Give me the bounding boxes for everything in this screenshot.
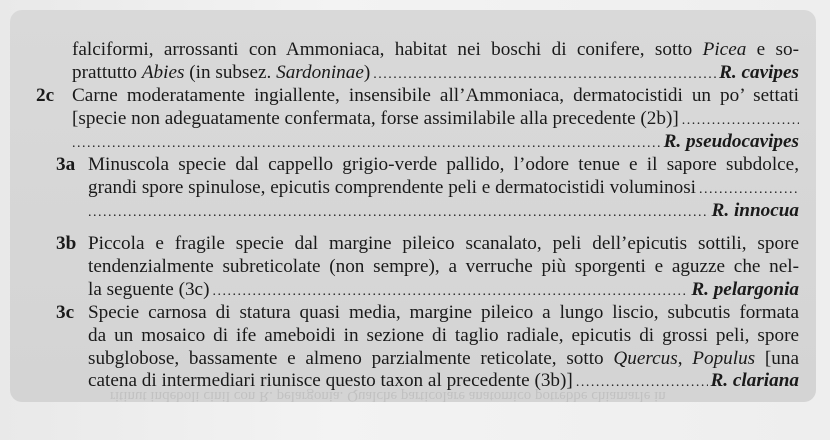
key-code: 3c [56, 302, 75, 323]
species-name: R. cavipes [719, 61, 799, 83]
dot-leader [373, 64, 716, 87]
key-line [88, 325, 799, 348]
key-entry-continuation [72, 39, 799, 85]
key-entry-2c [72, 85, 799, 153]
dot-leader [72, 133, 661, 156]
key-line [88, 154, 799, 177]
dot-leader [699, 179, 799, 202]
line-text: da un mosaico di ife ameboidi in sezione di taglio radiale, epicutis di grossi peli, spore [88, 324, 799, 346]
line-text: falciformi, arrossanti con Ammoniaca, habitat nei boschi di conifere, sotto Picea e so- [72, 39, 800, 60]
line-text: grandi spore spinulose, epicutis comprendente peli e dermatocistidi voluminosi [88, 176, 697, 198]
key-line [72, 62, 799, 85]
line-text: la seguente (3c) [88, 278, 210, 300]
key-line [72, 108, 799, 131]
key-line [72, 131, 799, 154]
species-name: R. pseudocavipes [663, 130, 799, 152]
key-line [88, 348, 799, 371]
key-line [88, 233, 799, 256]
dot-leader [212, 281, 688, 304]
species-name: R. clariana [710, 370, 799, 392]
key-line [72, 39, 799, 62]
key-line [88, 279, 799, 302]
line-text: [specie non adeguatamente confermata, forse assimilabile alla precedente (2b)] [72, 107, 679, 129]
line-text: tendenzialmente subreticolate (non sempre), a verruche più sporgenti e aguzze che nel- [88, 255, 799, 277]
key-line [88, 177, 799, 200]
key-code: 2c [36, 85, 55, 106]
key-entry-3c [88, 302, 799, 393]
dot-leader [88, 202, 709, 225]
key-code: 3b [56, 233, 77, 254]
line-text: Minuscola specie dal cappello grigio-verde pallido, l’odore tenue e il sapore subdolce, [88, 154, 799, 175]
key-entry-3a [88, 154, 799, 222]
line-text: subglobose, bassamente e almeno parzialmente reticolate, sotto Quercus, Populus [una [88, 347, 799, 369]
key-line [88, 256, 799, 279]
key-line [88, 370, 799, 393]
line-text: Carne moderatamente ingiallente, insensibile all’Ammoniaca, dermatocistidi un po’ settati [72, 85, 799, 106]
line-text: catena di intermediari riunisce questo taxon al precedente (3b)] [88, 370, 573, 392]
species-name: R. innocua [711, 199, 799, 221]
dot-leader [682, 110, 799, 133]
key-line [72, 85, 799, 108]
key-code: 3a [56, 154, 76, 175]
line-text: Specie carnosa di statura quasi media, margine pileico a lungo liscio, subcutis formata [88, 302, 799, 323]
key-entry-3b [88, 233, 799, 301]
dot-leader [576, 372, 708, 395]
bleed-through-text: ritinut indeboli cinil con R. pelargonia. Qualche particolare anatomico potrebbe chiamarle in [110, 388, 666, 404]
line-text: prattutto Abies (in subsez. Sardoninae) [72, 61, 371, 83]
line-text: Piccola e fragile specie dal margine pileico scanalato, peli dell’epicutis sottili, spore [88, 233, 799, 254]
key-line [88, 200, 799, 223]
species-name: R. pelargonia [691, 278, 799, 300]
key-line [88, 302, 799, 325]
